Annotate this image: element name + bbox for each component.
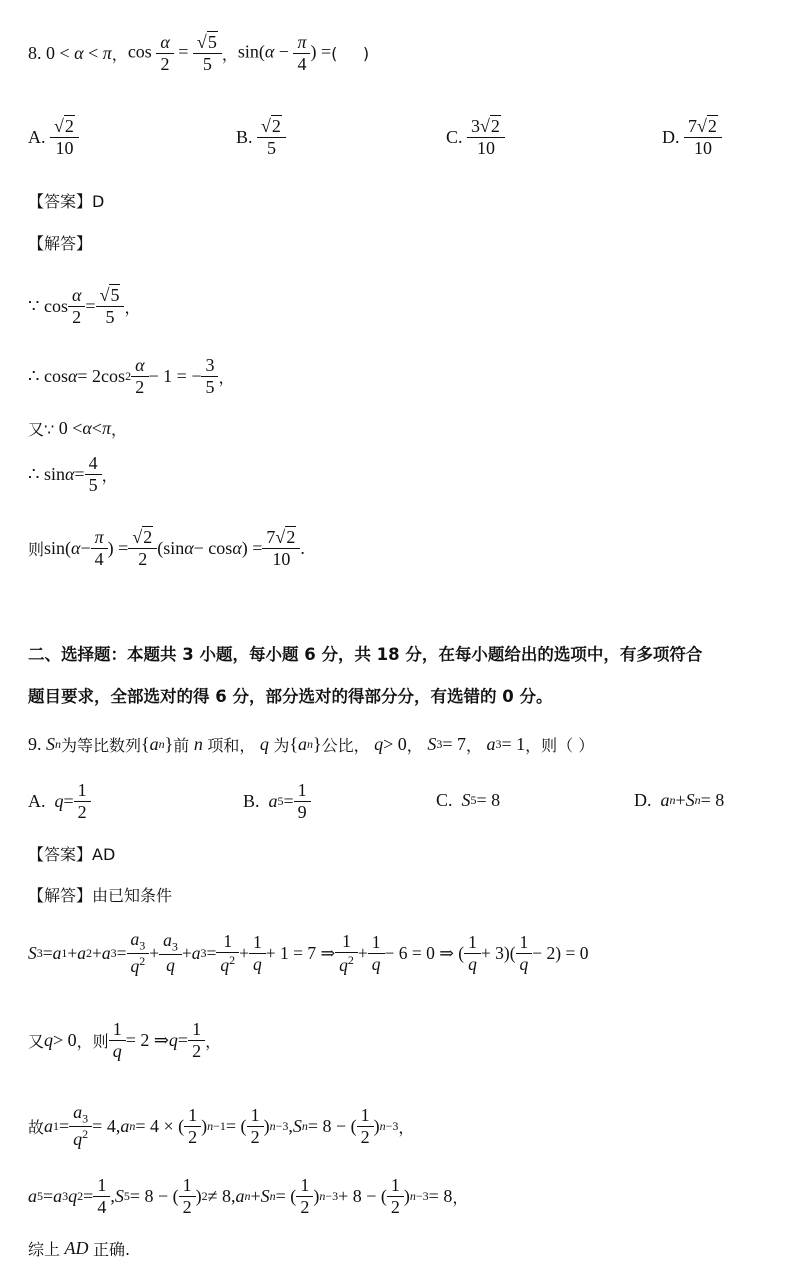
q9-step1: S 3 = a 1 + a 2 + a 3 = $\frac{a_3}{q^2}$ + $\frac{a_3}{q}$ + a 3 = $\frac{1}{q^2}$ + $\frac{1}{q}$ + 1 = 7 ⇒ $\frac{1}{q^2}$ + $\frac{1}{q}$ − 6 = 0 ⇒ ( $\frac{1}{q}$ + 3)( $\frac{1}{q}$ − 2) = 0 — [28, 929, 589, 977]
q8-step5: 则 sin( α − $\frac{\pi}{4}$ ) = $\frac{√2}{2}$ (sin α − cos α ) = $\frac{7√2}{10}$ . — [28, 526, 305, 569]
q9-step2: 又 q > 0 ，则 $\frac{1}{q}$ = 2 ⇒ q = $\frac{1}{2}$ ， — [28, 1018, 222, 1061]
q8-answer: 【答案】D — [28, 191, 105, 211]
q8-condition: 0 < α < π — [46, 42, 112, 63]
q8-option-b: B. $\frac{√2}{5}$ — [236, 112, 286, 162]
q8-number: 8. — [28, 42, 42, 63]
q9-stem: 9. S n 为等比数列 { a n } 前 n 项和， q 为 { a n } 公比， q > 0 ， S 3 = 7 ， a 3 = 1 ，则（ ） — [28, 733, 595, 755]
q8-solution-label: 【解答】 — [28, 233, 93, 253]
q8-step2: ∴ cos α = 2cos 2 $\frac{\alpha}{2}$ − 1 = − $\frac{3}{5}$ ， — [28, 354, 235, 397]
q9-option-b: B. a 5 = $\frac{1}{9}$ — [243, 776, 311, 826]
q8-step1: ∵ cos $\frac{\alpha}{2}$ = $\frac{√5}{5}$ ， — [28, 284, 141, 327]
q8-option-c: C. $\frac{3√2}{10}$ — [446, 112, 505, 162]
q8-stem: 8. 0 < α < π ， cos $\frac{\alpha}{2}$ = $\frac{√5}{5}$ ， sin(α − $\frac{\pi}{4}$ ) = ( ) — [28, 31, 370, 74]
q9-step3: 故 a 1 = $\frac{a_3}{q^2}$ = 4, a n = 4 × ( $\frac{1}{2}$ ) n−1 = ( $\frac{1}{2}$ ) n−3 , S n = 8 − ( $\frac{1}{2}$ ) n−3 ， — [28, 1101, 415, 1150]
q8-step4: ∴ sin α = $\frac{4}{5}$ ， — [28, 452, 118, 495]
q9-solution-label: 【解答】由已知条件 — [28, 885, 173, 905]
q9-conclusion: 综上 AD 正确. — [28, 1237, 131, 1259]
q9-option-a: A. q = $\frac{1}{2}$ — [28, 776, 91, 826]
q8-target: sin(α − $\frac{\pi}{4}$ ) = — [237, 31, 332, 74]
section2-heading-line2: 题目要求，全部选对的得 6 分，部分选对的得部分分，有选错的 0 分。 — [28, 687, 553, 706]
q9-option-d: D. a n + S n = 8 — [634, 789, 725, 810]
q9-option-c: C. S 5 = 8 — [436, 789, 501, 810]
q8-cos-half: cos $\frac{\alpha}{2}$ = $\frac{√5}{5}$ — [128, 33, 222, 74]
q8-option-a: A. $\frac{√2}{10}$ — [28, 112, 79, 162]
q9-answer: 【答案】AD — [28, 844, 116, 864]
q9-step4: a 5 = a 3 q 2 = $\frac{1}{4}$ , S 5 = 8 − ( $\frac{1}{2}$ ) 2 ≠ 8, a n + S n = ( $\frac{1}{2}$ ) n−3 + 8 − ( $\frac{1}{2}$ ) n−3 = 8 ， — [28, 1174, 469, 1217]
q8-option-d: D. $\frac{7√2}{10}$ — [662, 112, 722, 162]
section2-heading-line1: 二、选择题：本题共 3 小题，每小题 6 分，共 18 分，在每小题给出的选项中，有多项符合 — [28, 645, 703, 664]
q8-step3: 又∵ 0 < α < π ， — [28, 417, 127, 439]
